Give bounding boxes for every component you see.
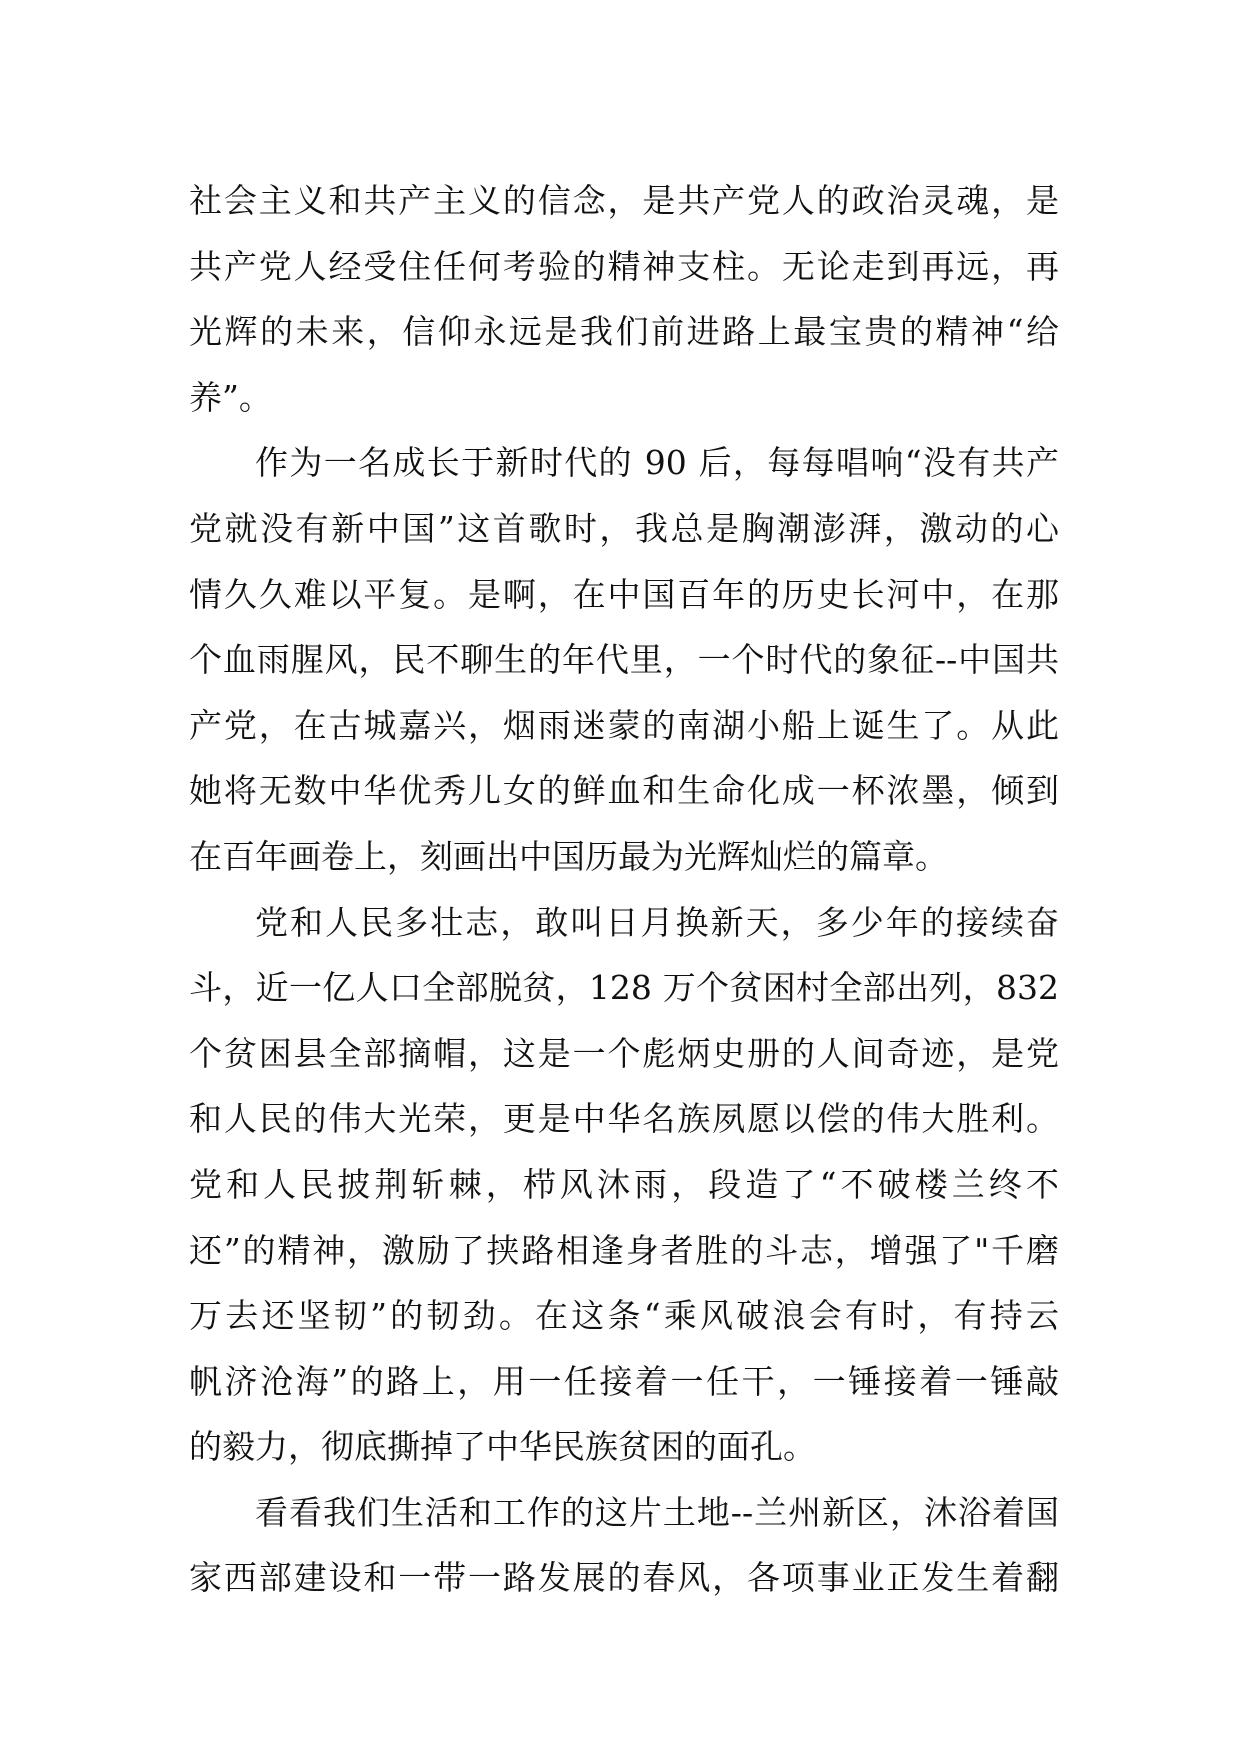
text-line: 家西部建设和一带一路发展的春风，各项事业正发生着翻 bbox=[189, 1558, 1059, 1598]
text-line: 光辉的未来，信仰永远是我们前进路上最宝贵的精神“给 bbox=[189, 312, 1059, 352]
text-line: 帆济沧海”的路上，用一任接着一任干，一锤接着一锤敲 bbox=[189, 1361, 1059, 1401]
text-line: 产党，在古城嘉兴，烟雨迷蒙的南湖小船上诞生了。从此 bbox=[189, 705, 1059, 745]
text-line: 情久久难以平复。是啊，在中国百年的历史长河中，在那 bbox=[189, 574, 1059, 614]
text-line: 在百年画卷上，刻画出中国历最为光辉灿烂的篇章。 bbox=[189, 836, 948, 876]
text-line: 和人民的伟大光荣，更是中华名族夙愿以偿的伟大胜利。 bbox=[189, 1099, 1059, 1139]
text-line: 还”的精神，激励了挟路相逢身者胜的斗志，增强了"千磨 bbox=[189, 1230, 1059, 1270]
paragraph-first-line: 看看我们生活和工作的这片土地--兰州新区，沐浴着国 bbox=[255, 1492, 1059, 1532]
text-line: 党和人民披荆斩棘，栉风沐雨，段造了“不破楼兰终不 bbox=[189, 1164, 1059, 1204]
text-line: 养”。 bbox=[189, 377, 272, 417]
paragraph-first-line: 作为一名成长于新时代的 90 后，每每唱响“没有共产 bbox=[255, 443, 1059, 483]
text-line: 斗，近一亿人口全部脱贫，128 万个贫困村全部出列，832 bbox=[189, 968, 1059, 1008]
text-line: 的毅力，彻底撕掉了中华民族贫困的面孔。 bbox=[189, 1427, 816, 1467]
text-line: 共产党人经受住任何考验的精神支柱。无论走到再远，再 bbox=[189, 246, 1059, 286]
text-line: 党就没有新中国”这首歌时，我总是胸潮澎湃，激动的心 bbox=[189, 508, 1059, 548]
text-line: 个血雨腥风，民不聊生的年代里，一个时代的象征--中国共 bbox=[189, 640, 1059, 680]
text-line: 社会主义和共产主义的信念，是共产党人的政治灵魂，是 bbox=[189, 181, 1059, 220]
paragraph-first-line: 党和人民多壮志，敢叫日月换新天，多少年的接续奋 bbox=[255, 902, 1059, 942]
text-line: 个贫困县全部摘帽，这是一个彪炳史册的人间奇迹，是党 bbox=[189, 1033, 1059, 1073]
text-line: 万去还坚韧”的韧劲。在这条“乘风破浪会有时，有持云 bbox=[189, 1296, 1059, 1336]
text-line: 她将无数中华优秀儿女的鲜血和生命化成一杯浓墨，倾到 bbox=[189, 771, 1059, 811]
body-text bbox=[189, 168, 1059, 1611]
